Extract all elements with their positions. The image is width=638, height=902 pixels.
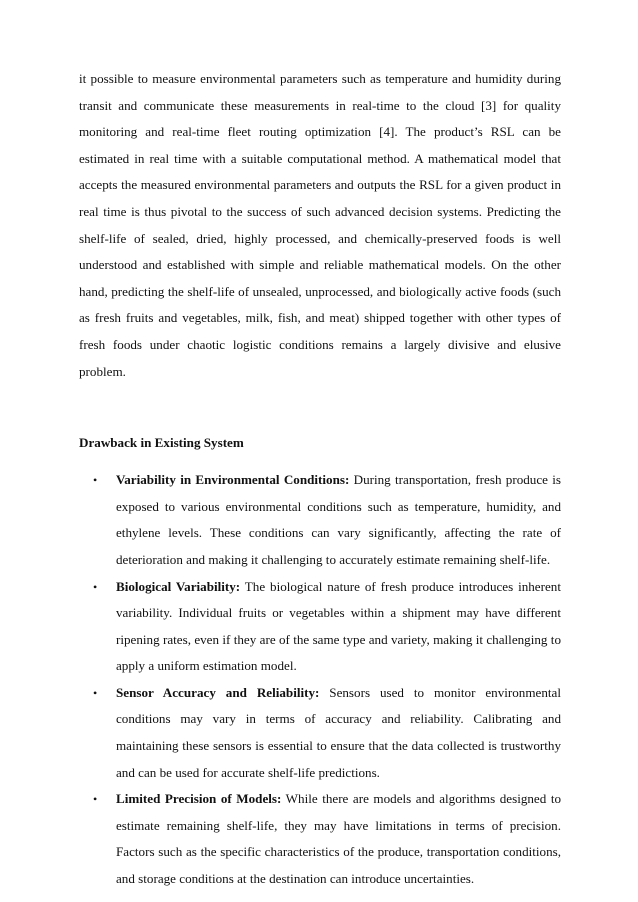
bullet-icon: • [93,685,98,700]
bullet-text: While there are models and algorithms designed to estimate remaining shelf-life, they may have limitations in terms of precision. Factors such as the specific characteristics of the produce, transportation conditions, and storage conditions at the destination can introduce uncertainties. [116,791,562,887]
bullet-term: Limited Precision of Models: [116,791,282,807]
bullet-icon: • [93,473,98,488]
intro-paragraph: it possible to measure environmental parameters such as temperature and humidity during transit and communicate these measurements in real-time to the cloud [3] for quality monitoring and real-time fleet routing optimization [4]. The product’s RSL can be estimated in real time with a suitable computational method. A mathematical model that accepts the measured environmental parameters and outputs the RSL for a given product in real time is thus pivotal to the success of such advanced decision systems. Predicting the shelf-life of sealed, dried, highly processed, and chemically-preserved foods is well understood and established with simple and reliable mathematical models. On the other hand, predicting the shelf-life of unsealed, unprocessed, and biologically active foods (such as fresh fruits and vegetables, milk, fish, and meat) shipped together with other types of fresh foods under chaotic logistic conditions remains a largely divisive and elusive problem. [79,71,561,379]
bullet-text: The biological nature of fresh produce introduces inherent variability. Individual fruits or vegetables within a shipment may have different ripening rates, even if they are of the same type and variety, making it challenging to apply a uniform estimation model. [116,578,561,674]
bullet-term: Variability in Environmental Conditions: [116,472,350,488]
bullet-text: Sensors used to monitor environmental conditions may vary in terms of accuracy and reliability. Calibrating and maintaining these sensors is essential to ensure that the data collected is trustworthy and can be used for accurate shelf-life predictions. [116,684,561,780]
bullet-icon: • [93,579,98,594]
list-item [79,467,561,573]
section-heading: Drawback in Existing System [79,435,244,451]
bullet-text: During transportation, fresh produce is exposed to various environmental conditions such as temperature, humidity, and ethylene levels. These conditions can vary significantly, affecting the rate of deterioration and making it challenging to accurately estimate remaining shelf-life. [116,472,561,567]
list-item [79,680,561,786]
drawback-list [79,467,561,893]
bullet-term: Biological Variability: [116,578,241,594]
document-page [79,66,561,893]
list-item [79,574,561,680]
bullet-icon: • [93,792,98,807]
list-item [79,786,561,892]
bullet-term: Sensor Accuracy and Reliability: [116,684,320,700]
